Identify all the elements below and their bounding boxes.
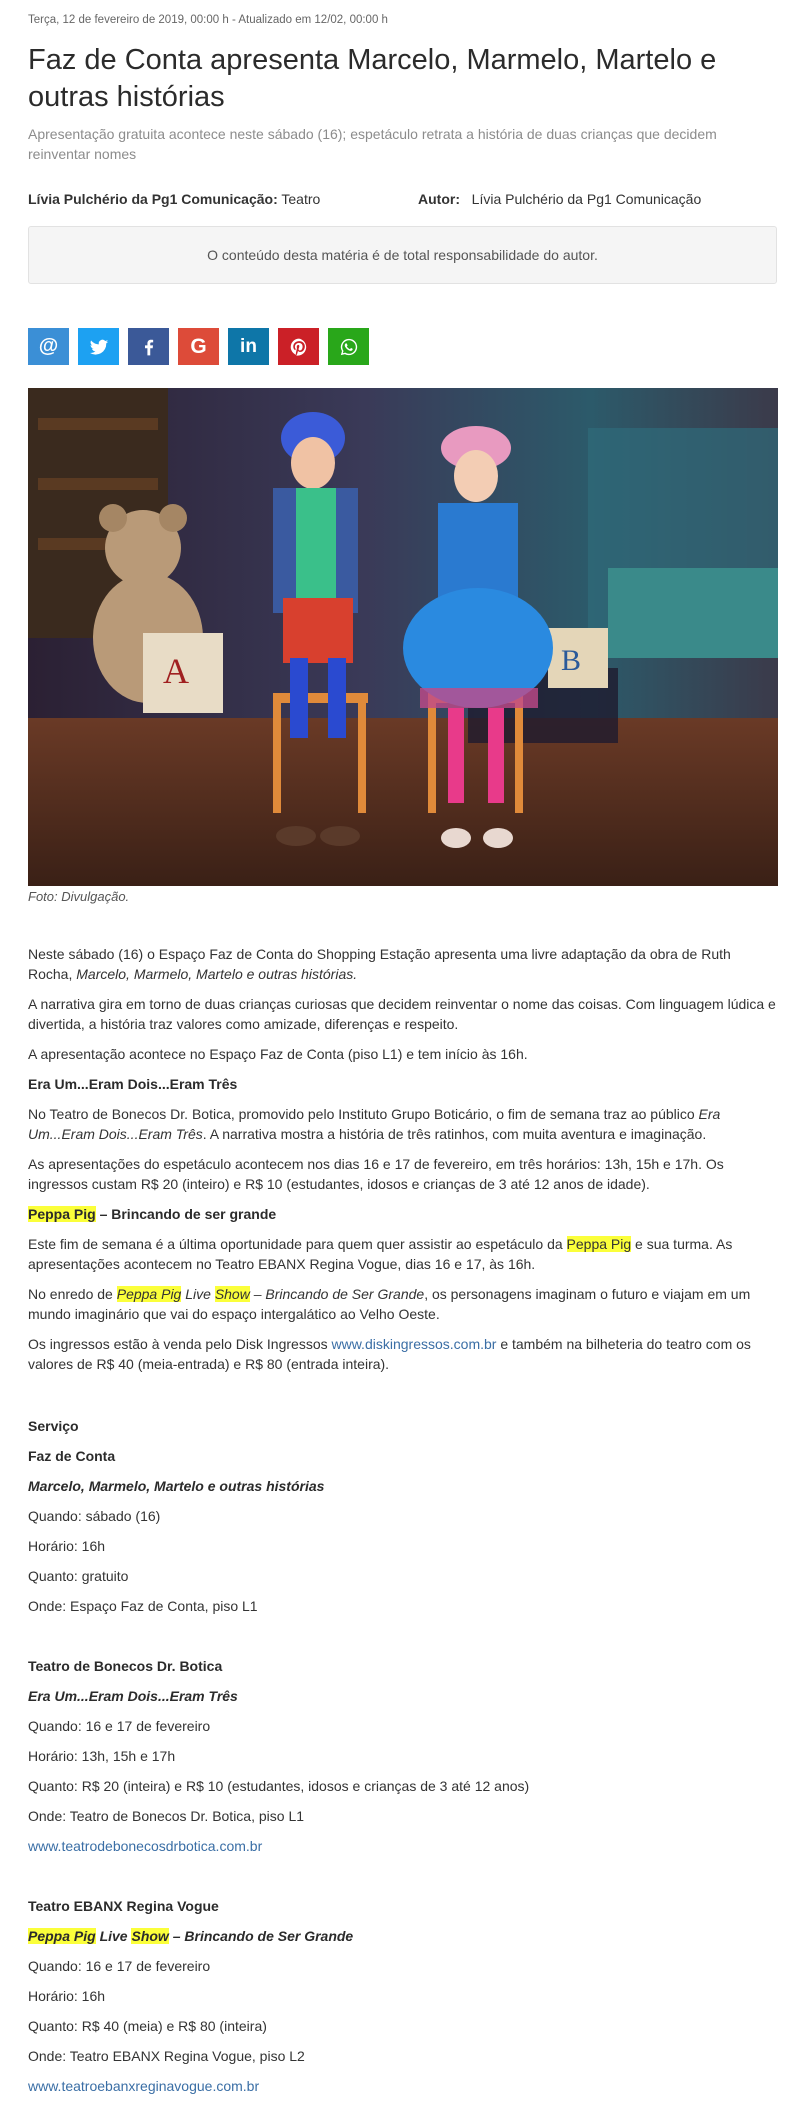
body-paragraph: No enredo de Peppa Pig Live Show – Brincando de Ser Grande, os personagens imaginam o futuro e viajam em um mundo imaginário que vai do espaço intergalático ao Velho Oeste. [28,1286,751,1322]
service-time: Horário: 13h, 15h e 17h [28,1748,176,1764]
service-block-botica [28,1651,778,1861]
author-label: Autor: [418,191,460,207]
service-price: Quanto: R$ 20 (inteira) e R$ 10 (estudantes, idosos e crianças de 3 até 12 anos) [28,1778,530,1794]
twitter-icon [89,337,109,357]
twitter-share-button[interactable] [78,328,119,365]
service-section [28,1411,778,1621]
article-body [28,944,778,1384]
author-value[interactable]: Lívia Pulchério da Pg1 Comunicação [471,191,702,207]
article-subtitle: Apresentação gratuita acontece neste sábado (16); espetáculo retrata a história de duas crianças que decidem reinventar nomes [28,126,717,162]
section-heading: Era Um...Eram Dois...Eram Três [28,1076,238,1092]
body-paragraph: Este fim de semana é a última oportunidade para quem quer assistir ao espetáculo da Peppa Pig e sua turma. As apresentações acontecem no Teatro EBANX Regina Vogue, dias 16 e 17, às 16h. [28,1236,733,1272]
service-show: Era Um...Eram Dois...Eram Três [28,1688,238,1704]
diskingressos-link[interactable]: www.diskingressos.com.br [331,1336,497,1352]
service-price: Quanto: gratuito [28,1568,129,1584]
body-paragraph: A narrativa gira em torno de duas crianças curiosas que decidem reinventar o nome das coisas. Com linguagem lúdica e divertida, a história traz valores como amizade, diferenças e respeito. [28,996,776,1032]
body-paragraph: No Teatro de Bonecos Dr. Botica, promovido pelo Instituto Grupo Boticário, o fim de semana traz ao público Era Um...Eram Dois...Eram Três. A narrativa mostra a história de três ratinhos, com muita aventura e imaginação. [28,1106,721,1142]
service-show: Peppa Pig Live Show – Brincando de Ser Grande [28,1928,354,1944]
service-when: Quando: sábado (16) [28,1508,161,1524]
google-icon: G [190,334,207,358]
highlighted-term: Peppa Pig [116,1286,182,1302]
whatsapp-icon [339,337,359,357]
service-where: Onde: Espaço Faz de Conta, piso L1 [28,1598,258,1614]
pinterest-icon [289,337,309,357]
linkedin-share-button[interactable] [228,328,269,365]
highlighted-term: Show [131,1928,169,1944]
service-show: Marcelo, Marmelo, Martelo e outras histórias [28,1478,325,1494]
highlighted-term: Peppa Pig [566,1236,632,1252]
body-paragraph: As apresentações do espetáculo acontecem nos dias 16 e 17 de fevereiro, em três horários: 13h, 15h e 17h. Os ingressos custam R$ 20 (inteiro) e R$ 10 (estudantes, idosos e crianças de 3 até 12 anos de idade). [28,1156,724,1192]
body-paragraph: A apresentação acontece no Espaço Faz de Conta (piso L1) e tem início às 16h. [28,1046,528,1062]
body-paragraph: Neste sábado (16) o Espaço Faz de Conta do Shopping Estação apresenta uma livre adaptação da obra de Ruth Rocha, Marcelo, Marmelo, Martelo e outras histórias. [28,946,731,982]
service-price: Quanto: R$ 40 (meia) e R$ 80 (inteira) [28,2018,267,2034]
whatsapp-share-button[interactable] [328,328,369,365]
email-share-button[interactable] [28,328,69,365]
ebanx-website-link[interactable]: www.teatroebanxreginavogue.com.br [28,2078,260,2094]
highlighted-term: Show [214,1286,250,1302]
service-when: Quando: 16 e 17 de fevereiro [28,1718,211,1734]
svg-text:B: B [561,644,582,677]
service-when: Quando: 16 e 17 de fevereiro [28,1958,211,1974]
section-heading: Peppa Pig – Brincando de ser grande [28,1206,277,1222]
facebook-share-button[interactable] [128,328,169,365]
highlighted-term: Peppa Pig [28,1928,96,1944]
channel-value[interactable]: Teatro [281,191,321,207]
responsibility-notice: O conteúdo desta matéria é de total responsabilidade do autor. [28,226,777,284]
highlighted-term: Peppa Pig [28,1206,96,1222]
facebook-icon [139,337,159,357]
linkedin-icon: in [240,335,257,357]
service-where: Onde: Teatro EBANX Regina Vogue, piso L2 [28,2048,305,2064]
photo-caption: Foto: Divulgação. [28,889,130,904]
channel-info [28,191,320,207]
stage-photo-illustration [28,388,778,886]
dateline: Terça, 12 de fevereiro de 2019, 00:00 h - Atualizado em 12/02, 00:00 h [28,14,388,26]
author-info [418,191,701,207]
body-paragraph: Os ingressos estão à venda pelo Disk Ingressos www.diskingressos.com.br e também na bilheteria do teatro com os valores de R$ 40 (meia-entrada) e R$ 80 (entrada inteira). [28,1336,751,1372]
svg-text:A: A [163,651,189,691]
service-venue: Faz de Conta [28,1448,116,1464]
service-where: Onde: Teatro de Bonecos Dr. Botica, piso L1 [28,1808,305,1824]
service-venue: Teatro EBANX Regina Vogue [28,1898,219,1914]
article-photo [28,388,778,886]
channel-label: Lívia Pulchério da Pg1 Comunicação: [28,191,278,207]
service-block-ebanx [28,1891,778,2101]
service-time: Horário: 16h [28,1538,106,1554]
at-icon: @ [38,335,59,357]
service-heading: Serviço [28,1418,79,1434]
service-venue: Teatro de Bonecos Dr. Botica [28,1658,223,1674]
google-share-button[interactable] [178,328,219,365]
page-title: Faz de Conta apresenta Marcelo, Marmelo, Martelo e outras histórias [28,44,717,113]
service-time: Horário: 16h [28,1988,106,2004]
pinterest-share-button[interactable] [278,328,319,365]
share-bar [28,328,369,365]
botica-website-link[interactable]: www.teatrodebonecosdrbotica.com.br [28,1838,263,1854]
